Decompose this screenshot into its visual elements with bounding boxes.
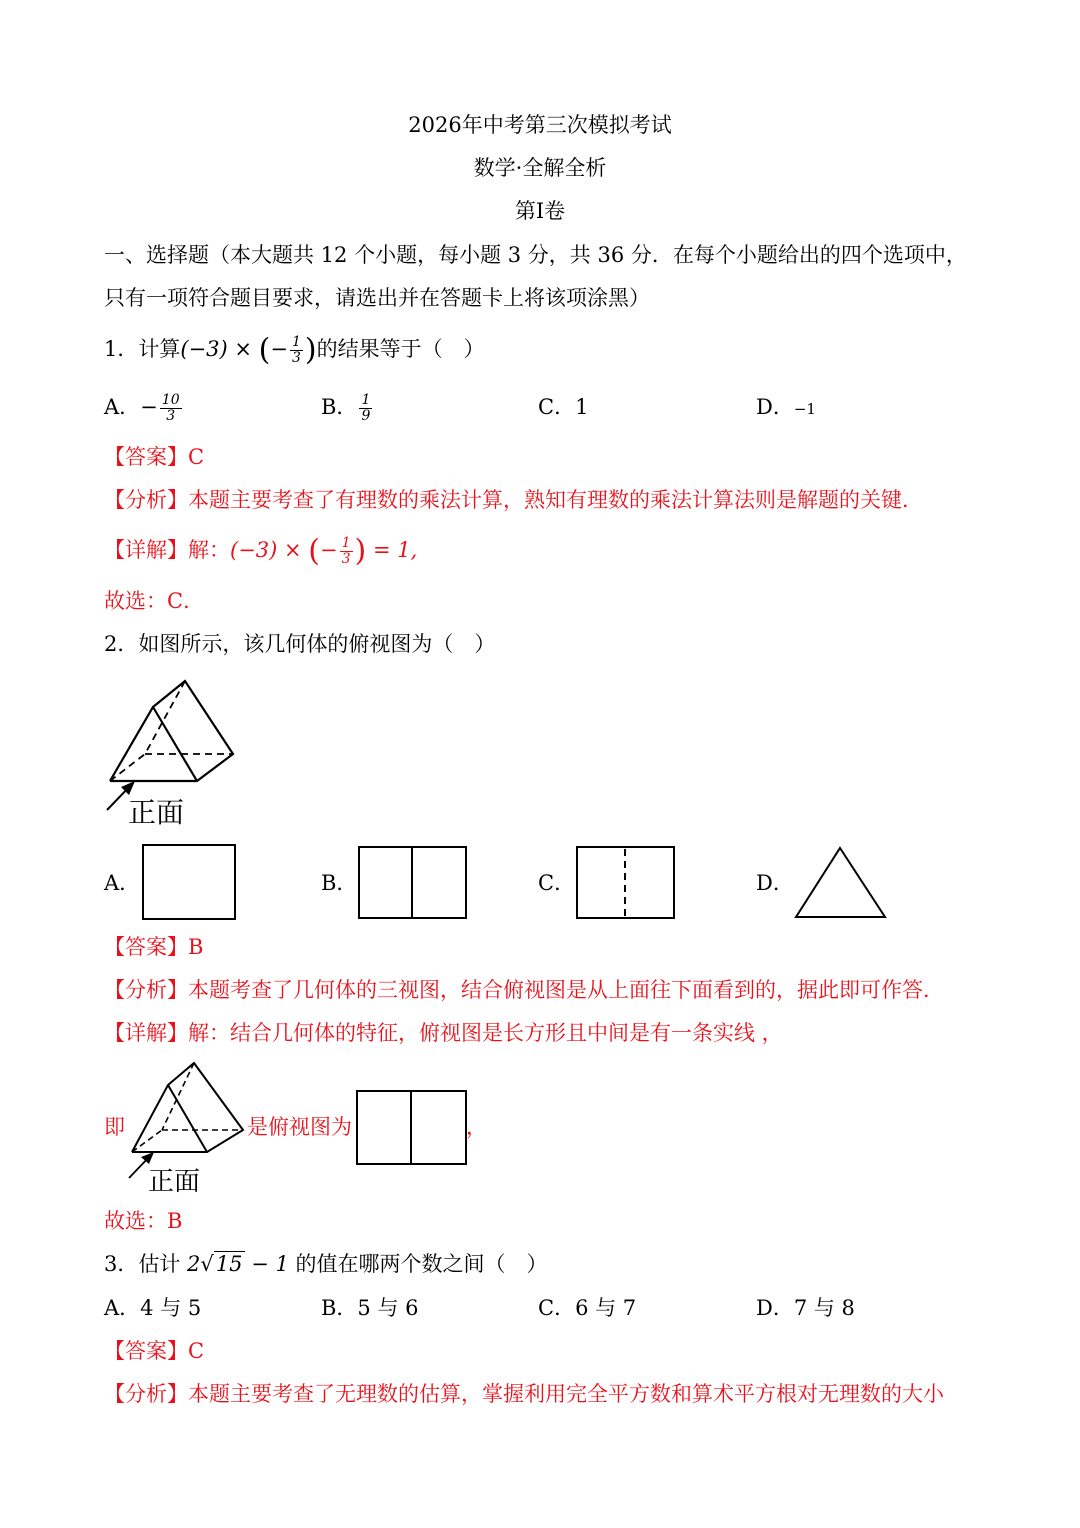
- q2-detail: 【详解】解：结合几何体的特征，俯视图是长方形且中间是有一条实线 ，: [104, 1021, 783, 1045]
- q3-answer: 【答案】C: [104, 1339, 205, 1363]
- q2-option-c-label: C．: [538, 871, 576, 895]
- q3-option-a: A．4 与 5: [104, 1296, 202, 1320]
- q2-stem: 2．如图所示，该几何体的俯视图为（ ）: [104, 632, 496, 656]
- prism-figure: [100, 676, 240, 786]
- q3-option-c: C．6 与 7: [538, 1296, 637, 1320]
- top-view-figure: [356, 1090, 468, 1166]
- q2-option-c-figure: [576, 846, 676, 920]
- q1-prefix: 1．计算: [104, 337, 181, 361]
- q1-option-a: A．− $\frac{10}{3}$: [104, 392, 180, 424]
- q2-option-a-figure: [142, 844, 236, 922]
- q3-option-b: B．5 与 6: [321, 1296, 419, 1320]
- front-label-small: 正面: [148, 1167, 201, 1197]
- q2-detail2-mid: 是俯视图为: [247, 1115, 352, 1139]
- q3-option-d: D．7 与 8: [756, 1296, 855, 1320]
- q1-expr-left: (−3) ×: [180, 337, 259, 361]
- q2-detail2-suffix: ，: [466, 1115, 487, 1139]
- q1-option-b: B． $\frac{1}{9}$: [321, 392, 371, 424]
- prism-figure-small: [128, 1060, 248, 1158]
- q2-option-a-label: A．: [104, 871, 141, 895]
- front-label: 正面: [128, 796, 185, 829]
- q1-option-c: C．1: [538, 395, 589, 419]
- section-instructions-line1: 一、选择题（本大题共 12 个小题，每小题 3 分，共 36 分．在每个小题给出的四个选项中，: [104, 243, 967, 267]
- q1-stem: 1．计算(−3) × (− $\frac{1}{3}$ )的结果等于（ ）: [104, 332, 485, 368]
- q1-fraction: $\frac{1}{3}$: [292, 334, 301, 366]
- q1-answer: 【答案】C: [104, 445, 205, 469]
- q2-option-d-figure: [794, 846, 888, 920]
- q1-conclusion: 故选：C．: [104, 589, 205, 613]
- q3-stem: 3．估计 2√15 − 1 的值在哪两个数之间（ ）: [104, 1252, 548, 1276]
- exam-title: 2026年中考第三次模拟考试: [408, 113, 672, 137]
- q2-analysis: 【分析】本题考查了几何体的三视图，结合俯视图是从上面往下面看到的，据此即可作答．: [104, 978, 944, 1002]
- section-instructions-line2: 只有一项符合题目要求，请选出并在答题卡上将该项涂黑）: [104, 286, 650, 310]
- q1-detail: 【详解】解：(−3) × (− $\frac{1}{3}$ ) = 1,: [104, 533, 418, 569]
- q2-answer: 【答案】B: [104, 935, 204, 959]
- volume-title: 第Ⅰ卷: [514, 199, 566, 223]
- q1-option-d: D．−1: [756, 395, 816, 419]
- q2-detail2-prefix: 即: [104, 1115, 125, 1139]
- q1-suffix: 的结果等于（ ）: [316, 337, 485, 361]
- q3-analysis: 【分析】本题主要考查了无理数的估算，掌握利用完全平方数和算术平方根对无理数的大小: [104, 1382, 944, 1406]
- exam-subtitle: 数学·全解全析: [473, 156, 607, 180]
- q2-option-b-figure: [358, 846, 468, 920]
- q1-analysis: 【分析】本题主要考查了有理数的乘法计算，熟知有理数的乘法计算法则是解题的关键．: [104, 488, 923, 512]
- q2-option-d-label: D．: [756, 871, 794, 895]
- q2-conclusion: 故选：B: [104, 1209, 183, 1233]
- q2-option-b-label: B．: [321, 871, 358, 895]
